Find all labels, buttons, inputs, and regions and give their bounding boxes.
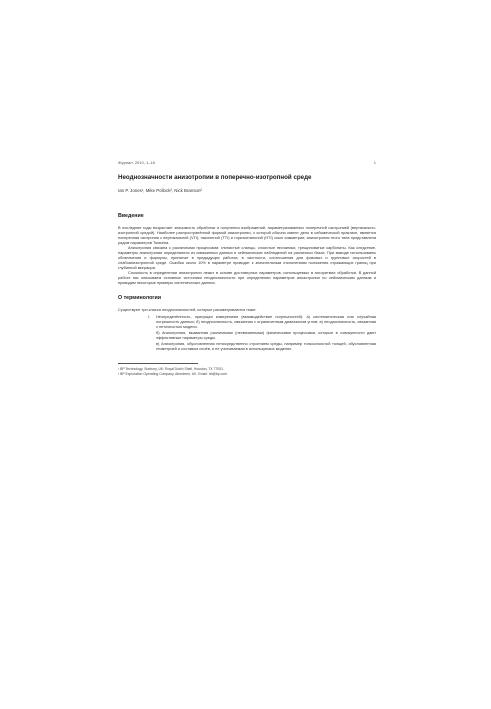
running-head bbox=[118, 160, 376, 165]
list-item bbox=[118, 314, 376, 329]
paper-title: Неоднозначности анизотропии в поперечно-изотропной среде bbox=[118, 174, 312, 181]
section-terminology bbox=[118, 295, 376, 351]
section-heading-terminology: О терминологии bbox=[118, 295, 162, 301]
running-head-journal: Журнал, 2010, 1–18 bbox=[118, 160, 155, 165]
footnote-divider bbox=[118, 363, 198, 364]
list-item-text: Неопределённость, присущая измерениям (взаимодействие погрешностей): а) систематическая или случайная погрешность данных; б) неоднозначность, связанная с ограниченным диапазоном углов; в) неоднозначность, связанная с неточностью модели. bbox=[156, 314, 376, 329]
list-item-text: б) Анизотропия, вызванная различными (несвязанными) физическими процессами, которые в совокупности дают эффективные параметры среды. bbox=[156, 330, 376, 340]
section-introduction bbox=[118, 213, 376, 285]
paper-page bbox=[118, 160, 376, 376]
section-heading-introduction: Введение bbox=[118, 213, 144, 219]
footnote: ² BP Exploration Operating Company, Aberdeen, UK. Email: nb@bp.com bbox=[118, 371, 228, 376]
intro-paragraph: Сложность в определении анизотропии лежит в основе достоверных параметров, используемых в алгоритмах обработки. В данной работе мы описываем основные источники неоднозначности при определении параметров анизотропии по сейсмическим данным и приводим некоторые примеры синтетических данных. bbox=[118, 270, 376, 285]
list-item-text: в) Анизотропия, обусловленная непосредственно строением среды, например тонкослоистой толщей, обусловленная геометрией и составом слоёв, и не учитываемая в используемых моделях. bbox=[156, 341, 376, 351]
ambiguity-list bbox=[118, 314, 376, 351]
list-marker bbox=[118, 330, 156, 340]
list-item bbox=[118, 330, 376, 340]
list-marker: I. bbox=[147, 314, 150, 319]
intro-paragraph: В последние годы возрастает значимость обработки и получения изображений, параметризованных поперечной изотропией (вертикально-изотропной средой). Наиболее распространённой формой анизотропии, с которой обычно имеют дело в сейсмической практике, является поперечная изотропия с вертикальной (VTI), наклонной (TTI) и горизонтальной (HTI) осью симметрии; анизотропия этого типа представлена рядом параметров Томсена. bbox=[118, 225, 376, 245]
terminology-lead: Существуют три класса неоднозначностей, которые рассматриваются ниже: bbox=[118, 307, 257, 312]
list-marker bbox=[118, 341, 156, 351]
paper-authors: Ian P. Jones¹, Mike Pollock², Nick Branson² bbox=[118, 188, 202, 193]
intro-paragraph: Анизотропия связана с различными процессами: глинистые сланцы, слоистые песчаники, трещиноватые карбонаты. Как следствие, параметры анизотропии определяются из скважинных данных и сейсмических наблюдений на различных базах. При выводе использованы обозначения и формулы, принятые в предыдущих работах; в частности, соотношения для фазовых и групповых скоростей в слабоанизотропной среде. Ошибка около 10% в параметре приводит к значительным отклонениям положения отражающих границ при глубинной миграции. bbox=[118, 245, 376, 270]
list-item bbox=[118, 341, 376, 351]
page-number: 1 bbox=[373, 160, 376, 165]
footnote: ¹ BP Technology, Sunbury, UK; Royal Dutch Shell, Houston, TX 77001. bbox=[118, 367, 224, 371]
